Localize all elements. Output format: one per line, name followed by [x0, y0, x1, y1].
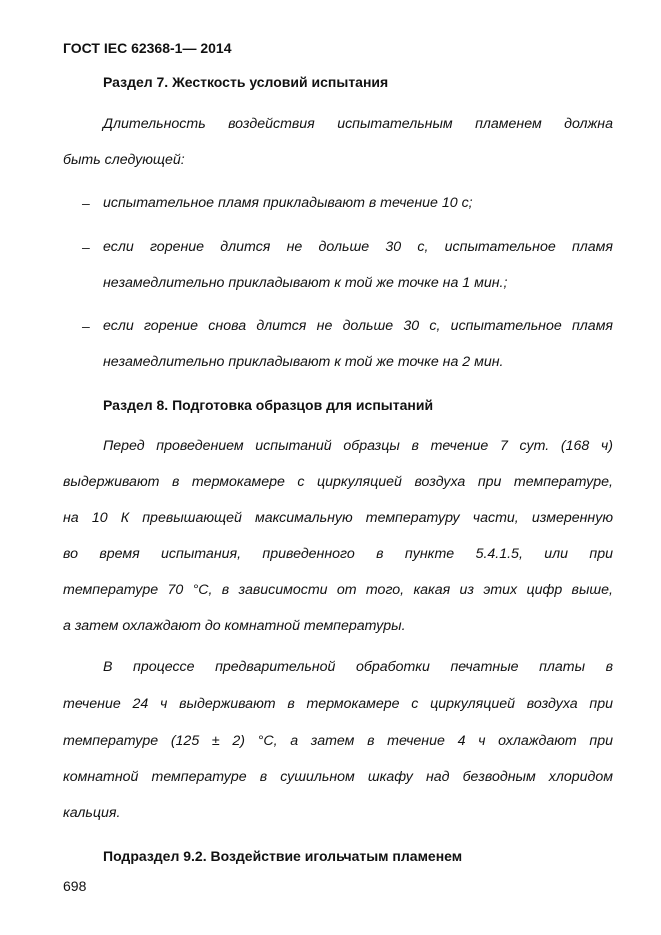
- paragraph-line: Перед проведением испытаний образцы в течение 7 сут. (168 ч): [103, 438, 613, 454]
- paragraph-line: В процессе предварительной обработки печатные платы в: [103, 659, 613, 675]
- list-bullet: –: [82, 195, 90, 211]
- list-item: испытательное пламя прикладывают в течение 10 с;: [103, 195, 473, 211]
- paragraph-line: комнатной температуре в сушильном шкафу над безводным хлоридом: [63, 769, 613, 785]
- paragraph-line: температуре (125 ± 2) °С, а затем в течение 4 ч охлаждают при: [63, 733, 613, 749]
- list-item: если горение длится не дольше 30 с, испытательное пламя: [103, 239, 613, 255]
- list-bullet: –: [82, 239, 90, 255]
- paragraph-line: на 10 К превышающей максимальную температуру части, измеренную: [63, 510, 613, 526]
- list-bullet: –: [82, 318, 90, 334]
- paragraph-line: кальция.: [63, 805, 121, 821]
- paragraph-line: а затем охлаждают до комнатной температуры.: [63, 618, 406, 634]
- page-number: 698: [63, 878, 87, 894]
- subsection-9-2-heading: Подраздел 9.2. Воздействие игольчатым пламенем: [103, 848, 463, 864]
- paragraph-line: во время испытания, приведенного в пункте 5.4.1.5, или при: [63, 546, 613, 562]
- paragraph-line: течение 24 ч выдерживают в термокамере с циркуляцией воздуха при: [63, 696, 613, 712]
- list-item-continuation: незамедлительно прикладывают к той же точке на 2 мин.: [103, 354, 504, 370]
- paragraph-line: выдерживают в термокамере с циркуляцией воздуха при температуре,: [63, 474, 613, 490]
- section-7-intro-line: быть следующей:: [63, 152, 185, 168]
- list-item-continuation: незамедлительно прикладывают к той же точке на 1 мин.;: [103, 275, 508, 291]
- paragraph-line: температуре 70 °С, в зависимости от того, какая из этих цифр выше,: [63, 582, 613, 598]
- section-7-heading: Раздел 7. Жесткость условий испытания: [103, 74, 389, 90]
- list-item: если горение снова длится не дольше 30 с, испытательное пламя: [103, 318, 613, 334]
- section-8-heading: Раздел 8. Подготовка образцов для испытаний: [103, 397, 434, 413]
- document-header: ГОСТ IEC 62368-1— 2014: [63, 40, 232, 56]
- section-7-intro-line: Длительность воздействия испытательным пламенем должна: [103, 116, 613, 132]
